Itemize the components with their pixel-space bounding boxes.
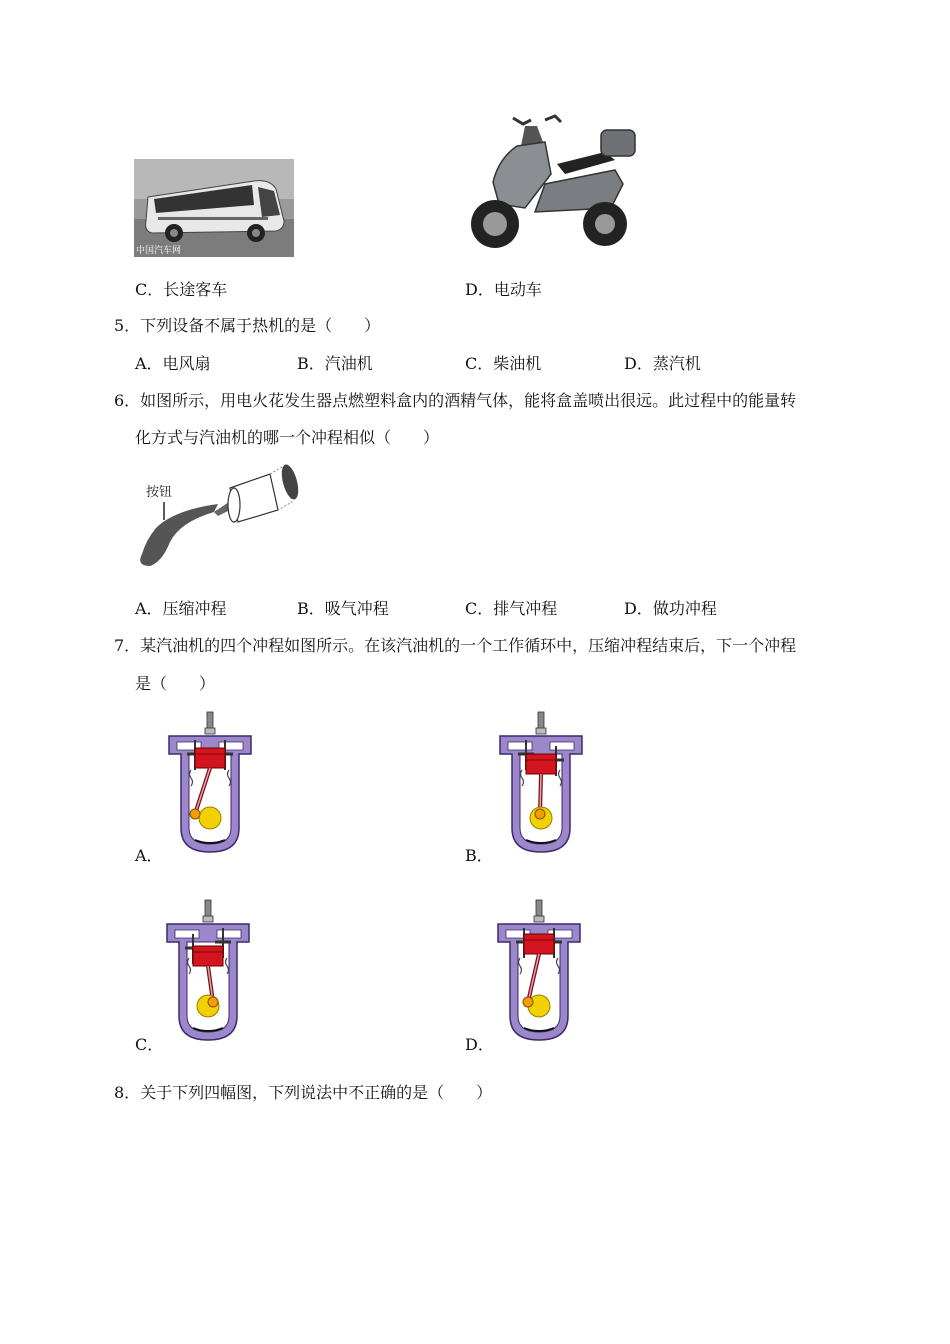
engine-stroke-figure-d: [494, 898, 584, 1048]
q6-stem-line2: 化方式与汽油机的哪一个冲程相似（ ）: [135, 428, 440, 447]
q6-option-a: A．压缩冲程: [135, 599, 227, 618]
q5-option-d: D．蒸汽机: [624, 354, 701, 373]
q5-stem: 5．下列设备不属于热机的是（ ）: [114, 316, 381, 335]
bus-image: [134, 159, 294, 257]
q4-option-c: C．长途客车: [135, 280, 228, 299]
q6-option-d: D．做功冲程: [624, 599, 717, 618]
q4-option-d: D．电动车: [465, 280, 542, 299]
engine-stroke-figure-c: [163, 898, 253, 1048]
engine-stroke-figure-a: [165, 710, 255, 860]
q7-option-d: D．: [465, 1035, 494, 1054]
scooter-image: [465, 112, 637, 254]
q6-option-b: B．吸气冲程: [297, 599, 389, 618]
spark-generator-figure: [134, 458, 306, 570]
q7-option-c: C．: [135, 1035, 164, 1054]
q7-option-a: A．: [135, 846, 163, 865]
q5-option-c: C．柴油机: [465, 354, 542, 373]
q7-stem-line2: 是（ ）: [135, 674, 216, 693]
q5-option-b: B．汽油机: [297, 354, 373, 373]
q7-stem-line1: 7．某汽油机的四个冲程如图所示。在该汽油机的一个工作循环中，压缩冲程结束后，下一个冲程: [114, 636, 797, 655]
q7-option-b: B．: [465, 846, 493, 865]
q6-stem-line1: 6．如图所示，用电火花发生器点燃塑料盒内的酒精气体，能将盒盖喷出很远。此过程中的能量转: [114, 391, 797, 410]
q8-stem: 8．关于下列四幅图，下列说法中不正确的是（ ）: [114, 1083, 493, 1102]
button-label: 按钮: [146, 485, 173, 500]
engine-stroke-figure-b: [496, 710, 586, 860]
q5-option-a: A．电风扇: [135, 354, 211, 373]
q6-option-c: C．排气冲程: [465, 599, 558, 618]
watermark-text: 中国汽车网: [136, 246, 182, 256]
